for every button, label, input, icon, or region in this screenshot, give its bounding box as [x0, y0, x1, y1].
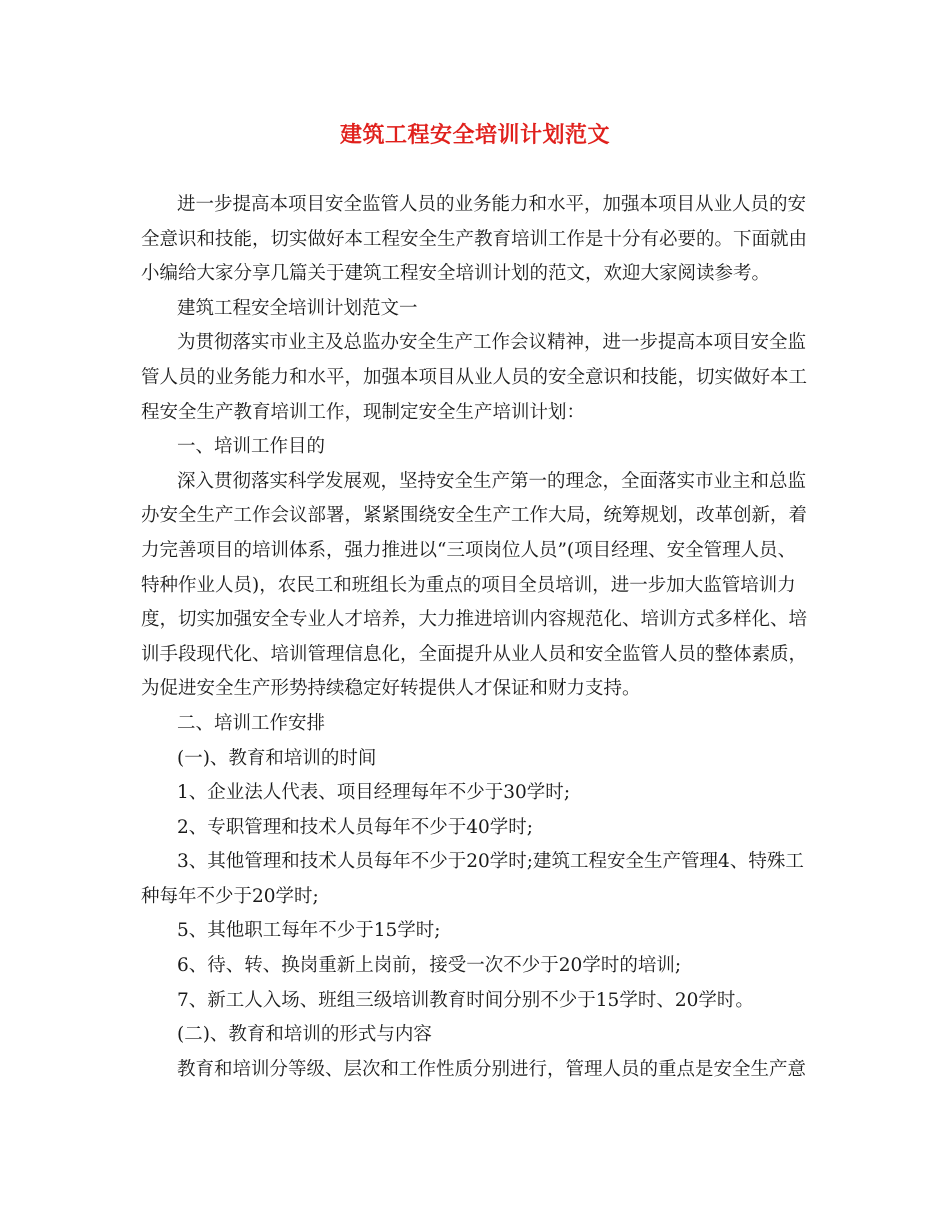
body-line: 建筑工程安全培训计划范文一: [177, 297, 418, 319]
body-line: 办安全生产工作会议部署，紧紧围绕安全生产工作大局，统筹规划，改革创新，着: [141, 505, 808, 527]
body-line: 管人员的业务能力和水平，加强本项目从业人员的安全意识和技能，切实做好本工: [141, 366, 808, 388]
body-line: 度，切实加强安全专业人才培养，大力推进培训内容规范化、培训方式多样化、培: [141, 609, 808, 631]
body-line: 进一步提高本项目安全监管人员的业务能力和水平，加强本项目从业人员的安: [177, 194, 807, 215]
body-line: 1、企业法人代表、项目经理每年不少于30学时;: [177, 782, 571, 804]
document-body: [141, 188, 813, 1087]
body-line: 为促进安全生产形势持续稳定好转提供人才保证和财力支持。: [141, 678, 641, 700]
body-line: 为贯彻落实市业主及总监办安全生产工作会议精神，进一步提高本项目安全监: [177, 332, 807, 354]
body-line: 教育和培训分等级、层次和工作性质分别进行，管理人员的重点是安全生产意: [177, 1058, 807, 1080]
body-line: 特种作业人员)，农民工和班组长为重点的项目全员培训，进一步加大监管培训力: [141, 574, 796, 596]
body-line: (二)、教育和培训的形式与内容: [177, 1024, 432, 1046]
body-line: 程安全生产教育培训工作，现制定安全生产培训计划：: [141, 401, 586, 423]
body-line: 训手段现代化、培训管理信息化，全面提升从业人员和安全监管人员的整体素质，: [141, 643, 808, 665]
body-line: 力完善项目的培训体系，强力推进以“三项岗位人员”(项目经理、安全管理人员、: [141, 539, 797, 561]
body-line: 2、专职管理和技术人员每年不少于40学时;: [177, 816, 534, 838]
body-line: 种每年不少于20学时;: [141, 885, 319, 907]
body-line: 全意识和技能，切实做好本工程安全生产教育培训工作是十分有必要的。下面就由: [141, 228, 808, 250]
body-line: 3、其他管理和技术人员每年不少于20学时;建筑工程安全生产管理4、特殊工: [177, 851, 804, 873]
body-line: 深入贯彻落实科学发展观，坚持安全生产第一的理念，全面落实市业主和总监: [177, 470, 807, 492]
body-line: 二、培训工作安排: [177, 712, 326, 734]
body-line: 一、培训工作目的: [177, 436, 326, 458]
document-title: 建筑工程安全培训计划范文: [339, 122, 610, 148]
body-line: 小编给大家分享几篇关于建筑工程安全培训计划的范文，欢迎大家阅读参考。: [141, 263, 771, 285]
body-line: (一)、教育和培训的时间: [177, 747, 377, 769]
body-line: 6、待、转、换岗重新上岗前，接受一次不少于20学时的培训;: [177, 955, 682, 977]
body-line: 7、新工人入场、班组三级培训教育时间分别不少于15学时、20学时。: [177, 989, 754, 1011]
body-line: 5、其他职工每年不少于15学时;: [177, 920, 441, 942]
